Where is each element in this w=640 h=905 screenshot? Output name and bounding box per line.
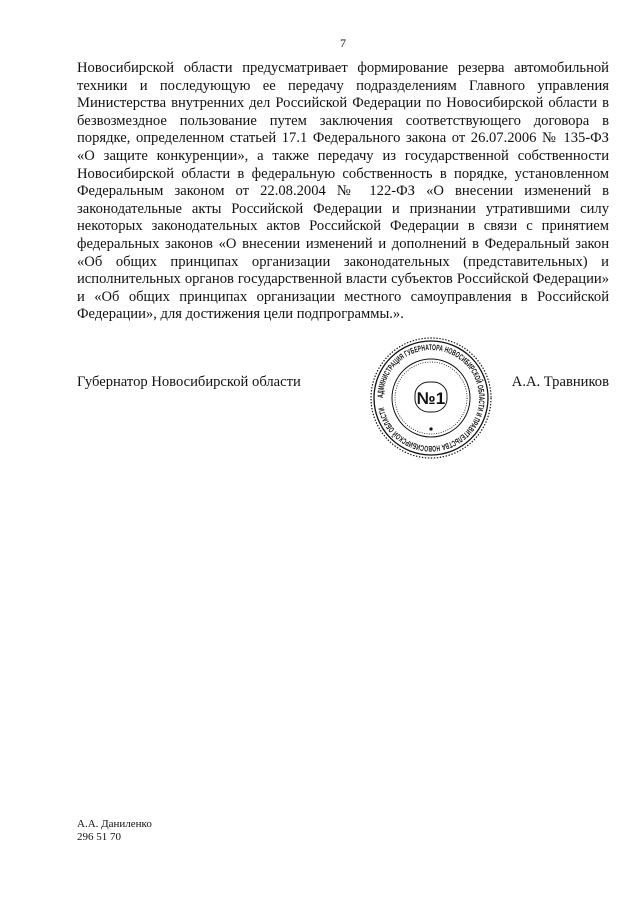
body-paragraph: Новосибирской области предусматривает формирование резерва автомобильной техники и последующую ее передачу подразделениям Главного управления Министерства внутренних дел Российской Федерации по Новосибирской области в безвозмездное пользование путем заключения соответствующего договора в порядке, определенном статьей 17.1 Федерального закона от 26.07.2006 № 135-ФЗ «О защите конкуренции», а также передачу из государственной собственности Новосибирской области в федеральную собственность в порядке, установленном Федеральным законом от 22.08.2004 № 122-ФЗ «О внесении изменений в законодательные акты Российской Федерации и признании утратившими силу некоторых законодательных актов Российской Федерации в связи с принятием федеральных законов «О внесении изменений и дополнений в Федеральный закон «Об общих принципах организации законодательных (представительных) и исполнительных органов государственной власти субъектов Российской Федерации» и «Об общих принципах организации местного самоуправления в Российской Федерации», для достижения цели подпрограммы.». — [77, 60, 609, 323]
official-seal — [369, 336, 493, 460]
page-number: 7 — [340, 36, 346, 50]
executor-block — [77, 818, 152, 844]
signature-title: Губернатор Новосибирской области — [77, 374, 301, 390]
seal-ring-text: АДМИНИСТРАЦИЯ ГУБЕРНАТОРА НОВОСИБИРСКОЙ ОБЛАСТИ И ПРАВИТЕЛЬСТВА НОВОСИБИРСКОЙ ОБЛАСТИ — [375, 342, 487, 454]
seal-dot — [429, 427, 432, 430]
seal-center-number: №1 — [416, 389, 446, 408]
signature-block — [77, 374, 609, 394]
signature-name: А.А. Травников — [511, 374, 609, 390]
executor-phone: 296 51 70 — [77, 831, 121, 843]
executor-name: А.А. Даниленко — [77, 818, 152, 830]
